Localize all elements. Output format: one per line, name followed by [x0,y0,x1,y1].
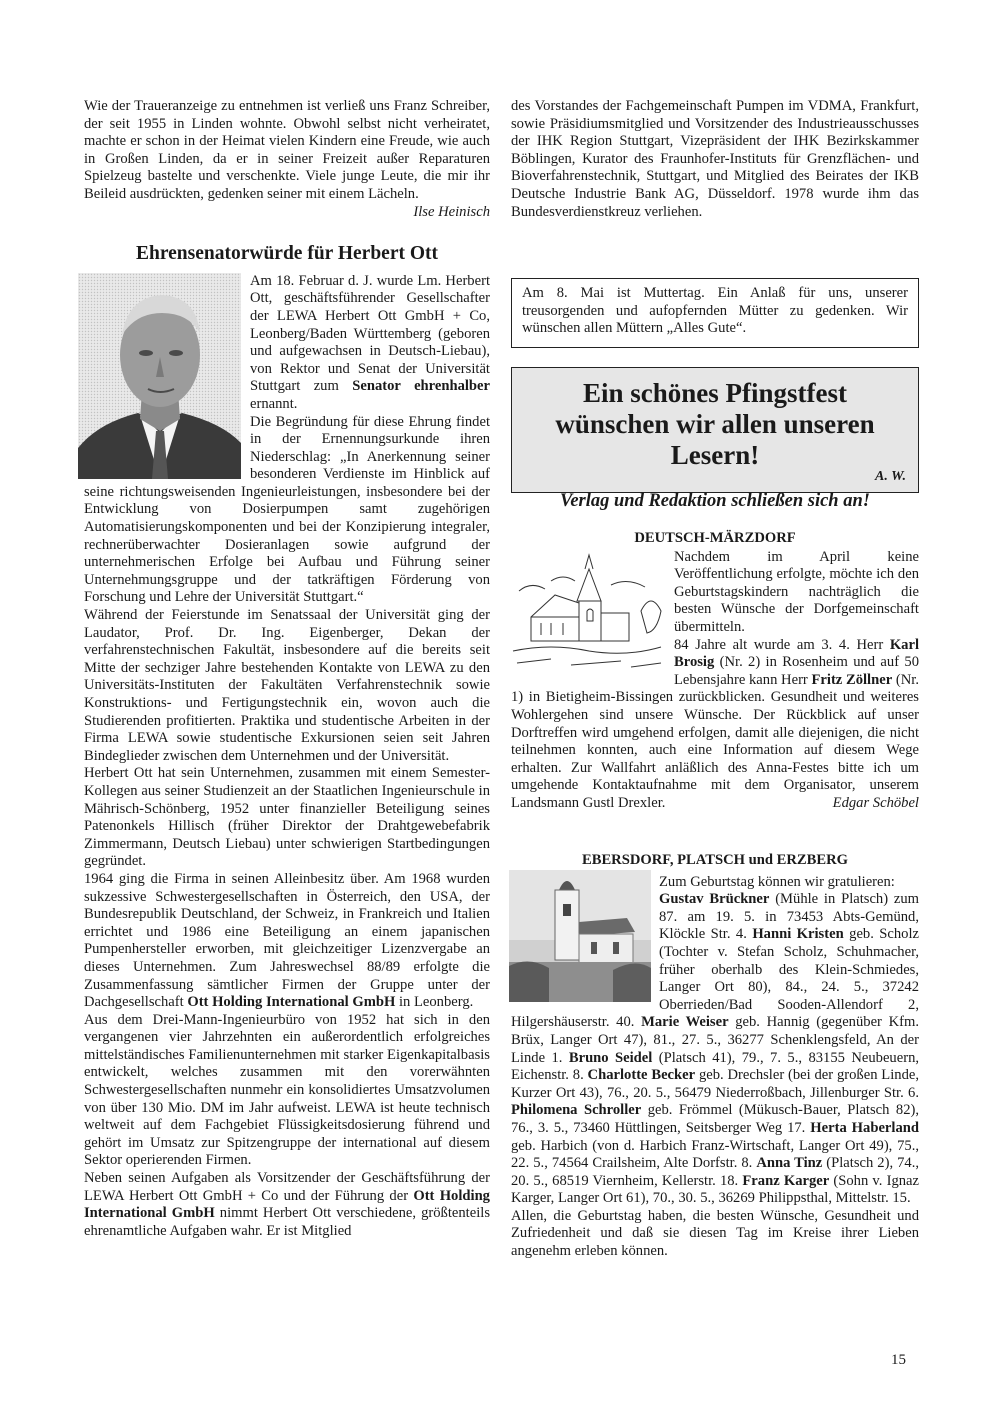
article-p5: 1964 ging die Firma in seinen Alleinbesitz über. Am 1968 wurden sukzessive Schwestergesellschaften in Österreich, den USA, der Bundesrepublik Deutschland, der Schweiz, in Frankreich und Italien errichtet und 1986 eine Beteiligung an einem japanischen Pumpenhersteller erworben, mit gleichzeitiger Lizenzvergabe an dieses Unternehmen. Zum Jahreswechsel 88/89 erfolgte die Zusammenfassung sämtlicher Firmen der Gruppe unter der Dachgesellschaft Ott Holding International GmbH in Leonberg. [84,870,490,1011]
ep-birthdays: Gustav Brückner (Mühle in Platsch) zum 87. am 19. 5. in 73453 Abts-Gemünd, Klöckle Str. 4. Hanni Kristen geb. Scholz (Tochter v. Stefan Scholz, Schuhmacher, früher oberhalb des Klein-Schmiedes, Langer Ort 80), 84., 24. 5., 37242 Oberrieden/Bad Sooden-Allendorf 2, Hilgershäuserstr. 40. Marie Weiser geb. Hannig (gegenüber Kfm. Brüx, Langer Ort 47), 81., 27. 5., 36277 Schenklengsfeld, An der Linde 1. Bruno Seidel (Platsch 41), 79., 7. 5., 83155 Neubeuern, Eichenstr. 8. Charlotte Becker geb. Drechsler (bei der großen Linde, Kurzer Ort 43), 76., 20. 5., 56479 Niederroßbach, Jillenburger Str. 6. Philomena Schroller geb. Frömmel (Mükusch-Bauer, Platsch 82), 76., 3. 5., 73460 Hüttlingen, Seitsberger Weg 17. Herta Haberland geb. Harbich (von d. Harbich Franz-Wirtschaft, Langer Ort 49), 75., 22. 5., 74564 Crailsheim, Alte Dorfstr. 8. Anna Tinz (Platsch 2), 74., 20. 5., 68519 Viernheim, Kellerstr. 18. Franz Karger (Sohn v. Ignaz Karger, Langer Ort 61), 70., 30. 5., 36269 Philippsthal, Mittelstr. 15. [511,891,920,1207]
mothers-day-box: Am 8. Mai ist Muttertag. Ein Anlaß für uns, unserer treusorgenden und aufopfernden Mütter zu gedenken. Wir wünschen allen Müttern „Alles Gute“. [511,278,919,348]
left-column [84,98,490,1240]
page-number: 15 [891,1352,906,1368]
article-p3: Während der Feierstunde im Senatssaal der Universität ging der Laudator, Prof. Dr. Ing. Eigenberger, Dekan der verfahrenstechnischen Fakultät, insbesondere auf die bereits seit Mitte der sechziger Jahre bestehenden Kontakte von LEWA zu den Universitäts-Instituten der Fakultäten Verfahrenstechnik sowie Konstruktions- und Fertigungstechnik ein, wovon auch die Studierenden profitierten. Praktika und studentische Arbeiten in der Firma LEWA sowie studentische Exkursionen seien seit Jahren Bindeglieder zwischen dem Unternehmen und der Universität. [84,607,490,764]
intro-signature: Ilse Heinisch [413,203,490,220]
greeting-initials: A. W. [875,469,906,484]
ep-closing: Allen, die Geburtstag haben, die besten Wünsche, Gesundheit und Zufriedenheit und daß sie diesen Tag im Kreise ihrer Lieben angenehm erleben können. [511,1207,919,1260]
portrait-photo [78,273,241,479]
ep-title: EBERSDORF, PLATSCH und ERZBERG [581,852,848,868]
right-column-continuation: des Vorstandes der Fachgemeinschaft Pumpen im VDMA, Frankfurt, sowie Präsidiumsmitglied und Vorsitzender des Industrieausschusses der IHK Region Stuttgart, Vizepräsident der IHK Bezirkskammer Böblingen, Kurator des Fraunhofer-Instituts für Grenzflächen- und Bioverfahrenstechnik, Stuttgart, und Mitglied des Beirates der IKB Deutsche Industrie Bank AG, Düsseldorf. 1978 wurde ihm das Bundesverdienstkreuz verliehen. [511,98,919,220]
intro-paragraph: Wie der Traueranzeige zu entnehmen ist verließ uns Franz Schreiber, der seit 1955 in Linden wohnte. Obwohl selbst nicht verheiratet, machte er schon in der Heimat vielen Kindern eine Freude, wie auch in Großen Linden, da er in seiner Freizeit außer Reparaturen Spielzeug bastelte und verschenkte. Viele junge Leute, die mir ihr Beileid ausdrückten, gedenken seiner mit einem Lächeln. Ilse Heinisch [84,98,490,220]
article-p4: Herbert Ott hat sein Unternehmen, zusammen mit einem Semester-Kollegen aus seiner Studienzeit an der Staatlichen Ingenieurschule in Mährisch-Schönberg, 1952 unter finanzieller Beteiligung seines Patenonkels Hillisch (früher Direktor der Drahtgewebefabrik Zimmermann, Deutsch Liebau) unter schwierigen Startbedingungen gegründet. [84,765,490,870]
ebersdorf-section [511,852,919,1261]
ep-intro: Zum Geburtstag können wir gratulieren: [659,873,895,890]
church-sketch [511,551,666,673]
greeting-title: Ein schönes Pfingstfest wünschen wir allen unseren Lesern! [555,378,875,470]
pentecost-greeting-box [511,367,919,511]
greeting-subtitle: Verlag und Redaktion schließen sich an! [560,491,870,511]
article-p2: Die Begründung für diese Ehrung findet in der Ernennungsurkunde ihren Niederschlag: „In Anerkennung seiner besonderen Verdienste im Hinblick auf seine richtungsweisenden Ingenieurleistungen, insbesondere bei der Entwicklung von Dosierpumpen samt zugehörigen Automatisierungskomponenten und bei der Konzipierung integraler, rechnerüberwachter Dosieranlagen sowie aufgrund der unternehmerischen Erfolge bei Aufbau und Führung seiner Unternehmungsgruppe und der tatkräftigen Förderung von Forschung und Lehre der Universität Stuttgart.“ [84,413,490,606]
dm-title: DEUTSCH-MÄRZDORF [634,530,796,546]
article-p1: Am 18. Februar d. J. wurde Lm. Herbert Ott, geschäftsführender Gesellschafter der LEWA Herbert Ott GmbH + Co, Leonberg/Baden Württemberg (geboren und aufgewachsen in Deutsch-Liebau), von Rektor und Senat der Universität Stuttgart zum Senator ehrenhalber ernannt. [250,272,491,412]
dm-signature: Edgar Schöbel [832,794,919,811]
dm-p2: 84 Jahre alt wurde am 3. 4. Herr Karl Brosig (Nr. 2) in Rosenheim und auf 50 Lebensjahre kann Herr Fritz Zöllner (Nr. 1) in Bietigheim-Bissingen zurückblicken. Gesundheit und weiteres Wohlergehen sind unsere Wünsche. Der Rückblick auf unser Dorftreffen wird umgehend erfolgen, damit alle diejenigen, die nicht teilnehmen konnten, auch eine Information auf diesem Wege erhalten. Zur Wallfahrt anläßlich des Anna-Festes bitte ich um umgehende Kontaktaufnahme mit dem Organisator, unserem Landsmann Gustl Drexler. Edgar Schöbel [511,636,920,811]
church-photo [509,870,651,1002]
article-title: Ehrensenatorwürde für Herbert Ott [135,243,439,265]
article-p6: Aus dem Drei-Mann-Ingenieurbüro von 1952 hat sich in den vergangenen vier Jahrzehnten ein außerordentlich erfolgreiches mittelständisches Familienunternehmen mit starker Eigenkapitalbasis entwickelt, welches zusammen mit den vorerwähnten Schwestergesellschaften nunmehr ein konsolidiertes Umsatzvolumen von über 130 Mio. DM im Jahr aufweist. LEWA ist heute technisch weltweit auf dem Fachgebiet Flüssigkeitsdosierung führend und gehört im Umsatz zur Spitzengruppe der international auf diesem Sektor operierenden Firmen. [84,1011,490,1169]
article-p7: Neben seinen Aufgaben als Vorsitzender der Geschäftsführung der LEWA Herbert Ott GmbH + Co und der Führung der Ott Holding International GmbH nimmt Herbert Ott verschiedene, größtenteils ehrenamtliche Aufgaben wahr. Er ist Mitglied [84,1170,490,1239]
deutsch-maerzdorf-section [511,530,919,813]
dm-p1: Nachdem im April keine Veröffentlichung erfolgte, möchte ich den Geburtstagskindern nachträglich die besten Wünsche der Dorfgemeinschaft übermitteln. [674,548,919,635]
